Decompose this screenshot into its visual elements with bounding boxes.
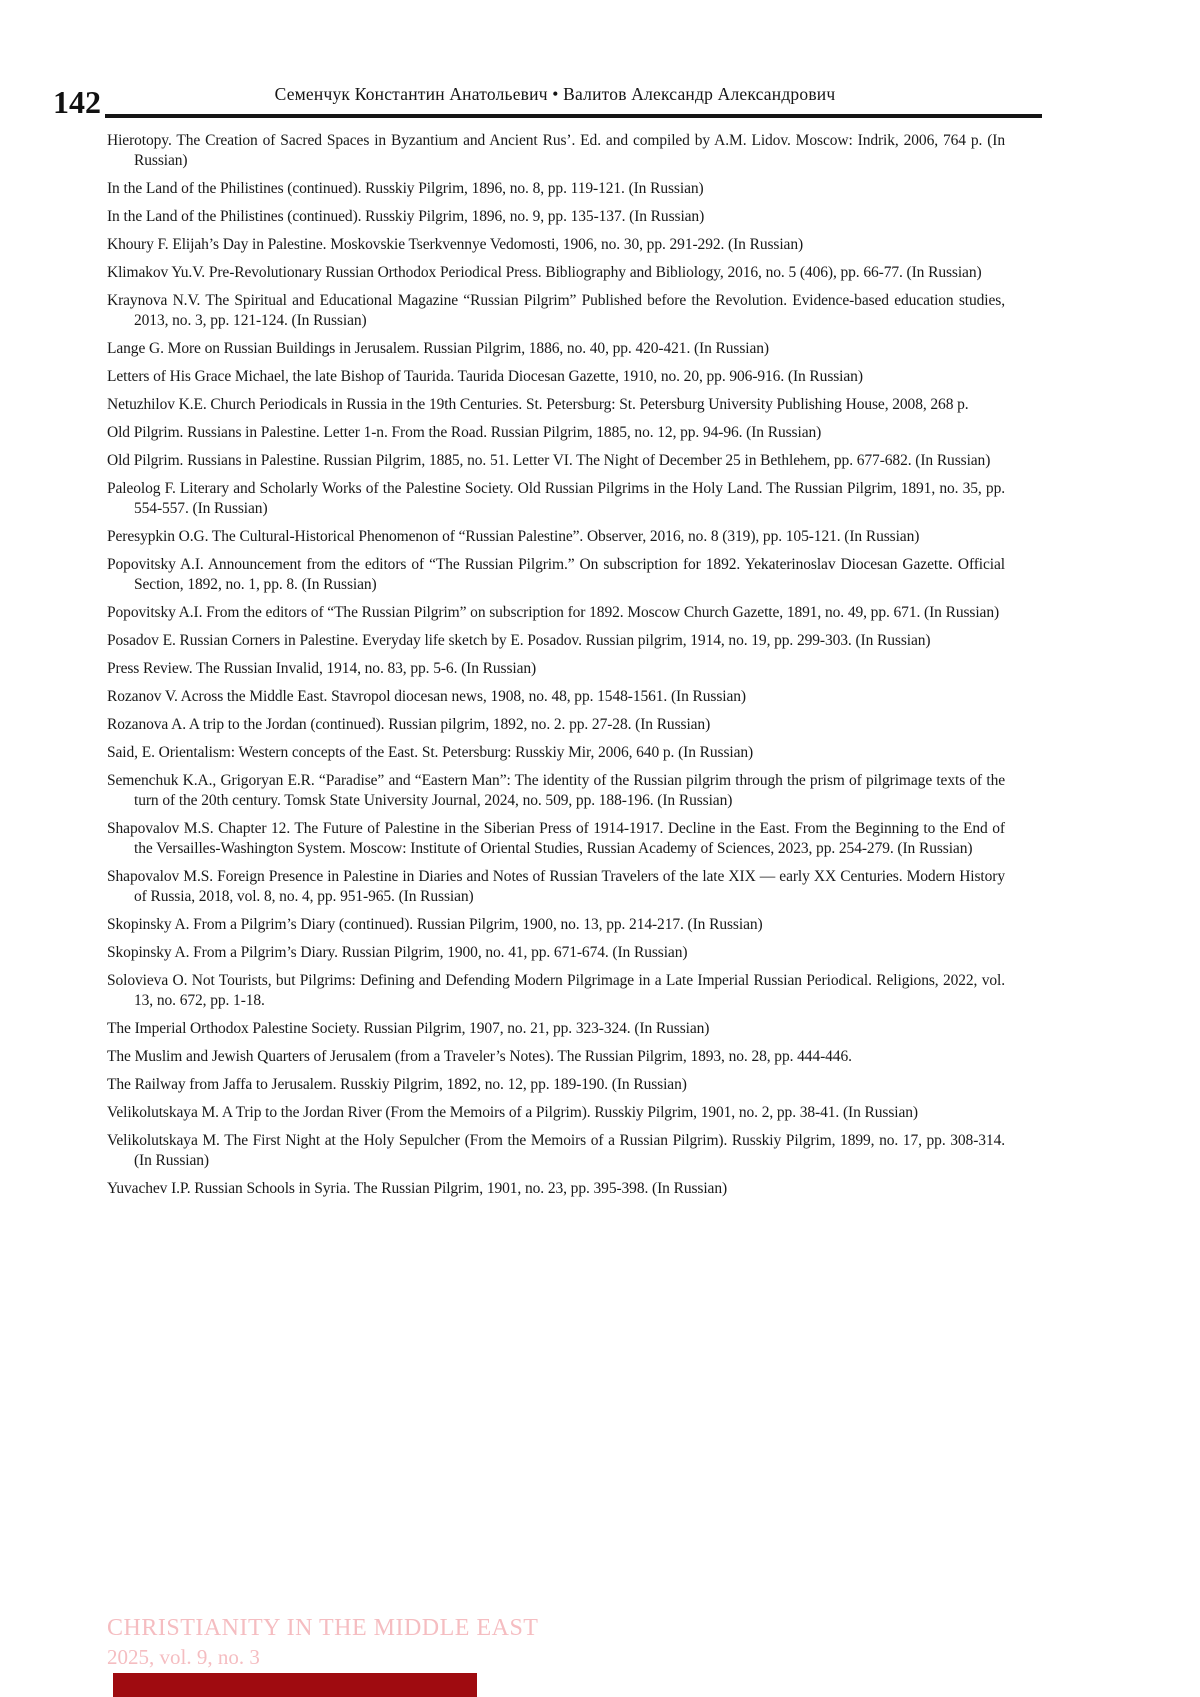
footer-bar — [113, 1673, 477, 1697]
reference-entry: Press Review. The Russian Invalid, 1914, no. 83, pp. 5-6. (In Russian) — [107, 660, 537, 677]
reference-entry: Solovieva O. Not Tourists, but Pilgrims: Defining and Defending Modern Pilgrimage in a Late Imperial Russian Periodical. Religions, 2022, vol. 13, no. 672, pp. 1-18. — [107, 972, 1005, 1009]
reference-entry: Khoury F. Elijah’s Day in Palestine. Moskovskie Tserkvennye Vedomosti, 1906, no. 30, pp. 291-292. (In Russian) — [107, 236, 804, 253]
reference-entry: Yuvachev I.P. Russian Schools in Syria. The Russian Pilgrim, 1901, no. 23, pp. 395-398. (In Russian) — [107, 1180, 728, 1197]
reference-entry: Kraynova N.V. The Spiritual and Educational Magazine “Russian Pilgrim” Published before the Revolution. Evidence-based education studies, 2013, no. 3, pp. 121-124. (In Russian) — [107, 292, 1005, 329]
issue-line: 2025, vol. 9, no. 3 — [107, 1645, 260, 1669]
reference-entry: Popovitsky A.I. Announcement from the editors of “The Russian Pilgrim.” On subscription for 1892. Yekaterinoslav Diocesan Gazette. Official Section, 1892, no. 1, pp. 8. (In Russian) — [107, 556, 1005, 593]
reference-entry: Letters of His Grace Michael, the late Bishop of Taurida. Taurida Diocesan Gazette, 1910, no. 20, pp. 906-916. (In Russian) — [107, 368, 863, 385]
reference-entry: Skopinsky A. From a Pilgrim’s Diary. Russian Pilgrim, 1900, no. 41, pp. 671-674. (In Russian) — [107, 944, 688, 961]
reference-entry: Shapovalov M.S. Foreign Presence in Palestine in Diaries and Notes of Russian Travelers of the late XIX — early XX Centuries. Modern History of Russia, 2018, vol. 8, no. 4, pp. 951-965. (In Russian) — [107, 868, 1005, 905]
reference-entry: Rozanova A. A trip to the Jordan (continued). Russian pilgrim, 1892, no. 2. pp. 27-28. (In Russian) — [107, 716, 711, 733]
reference-entry: Velikolutskaya M. The First Night at the Holy Sepulcher (From the Memoirs of a Russian Pilgrim). Russkiy Pilgrim, 1899, no. 17, pp. 308-314. (In Russian) — [107, 1132, 1005, 1169]
running-title: Семенчук Константин Анатольевич • Валитов Александр Александрович — [274, 84, 836, 104]
reference-entry: Rozanov V. Across the Middle East. Stavropol diocesan news, 1908, no. 48, pp. 1548-1561. (In Russian) — [107, 688, 746, 705]
reference-entry: Old Pilgrim. Russians in Palestine. Russian Pilgrim, 1885, no. 51. Letter VI. The Night of December 25 in Bethlehem, pp. 677-682. (In Russian) — [107, 452, 991, 469]
reference-entry: Peresypkin O.G. The Cultural-Historical Phenomenon of “Russian Palestine”. Observer, 2016, no. 8 (319), pp. 105-121. (In Russian) — [107, 528, 920, 545]
reference-entry: In the Land of the Philistines (continued). Russkiy Pilgrim, 1896, no. 9, pp. 135-137. (In Russian) — [107, 208, 705, 225]
reference-entry: The Imperial Orthodox Palestine Society. Russian Pilgrim, 1907, no. 21, pp. 323-324. (In Russian) — [107, 1020, 710, 1037]
reference-entry: Popovitsky A.I. From the editors of “The Russian Pilgrim” on subscription for 1892. Moscow Church Gazette, 1891, no. 49, pp. 671. (In Russian) — [107, 604, 1000, 621]
reference-entry: Semenchuk K.A., Grigoryan E.R. “Paradise” and “Eastern Man”: The identity of the Russian pilgrim through the prism of pilgrimage texts of the turn of the 20th century. Tomsk State University Journal, 2024, no. 509, pp. 188-196. (In Russian) — [107, 772, 1005, 809]
reference-entry: Velikolutskaya M. A Trip to the Jordan River (From the Memoirs of a Pilgrim). Russkiy Pilgrim, 1901, no. 2, pp. 38-41. (In Russian) — [107, 1104, 918, 1121]
reference-entry: The Railway from Jaffa to Jerusalem. Russkiy Pilgrim, 1892, no. 12, pp. 189-190. (In Russian) — [107, 1076, 687, 1093]
reference-entry: Shapovalov M.S. Chapter 12. The Future of Palestine in the Siberian Press of 1914-1917. Decline in the East. From the Beginning to the End of the Versailles-Washington System. Moscow: Institute of Oriental Studies, Russian Academy of Sciences, 2023, pp. 254-279. (In Russian) — [107, 820, 1005, 857]
reference-entry: Posadov E. Russian Corners in Palestine. Everyday life sketch by E. Posadov. Russian pilgrim, 1914, no. 19, pp. 299-303. (In Russian) — [107, 632, 931, 649]
header-rule — [105, 114, 1042, 118]
reference-entry: Hierotopy. The Creation of Sacred Spaces in Byzantium and Ancient Rus’. Ed. and compiled by A.M. Lidov. Moscow: Indrik, 2006, 764 p. (In Russian) — [107, 132, 1005, 169]
reference-entry: Said, E. Orientalism: Western concepts of the East. St. Petersburg: Russkiy Mir, 2006, 640 p. (In Russian) — [107, 744, 754, 761]
reference-entry: Paleolog F. Literary and Scholarly Works of the Palestine Society. Old Russian Pilgrims in the Holy Land. The Russian Pilgrim, 1891, no. 35, pp. 554-557. (In Russian) — [107, 480, 1005, 517]
reference-entry: Klimakov Yu.V. Pre-Revolutionary Russian Orthodox Periodical Press. Bibliography and Bibliology, 2016, no. 5 (406), pp. 66-77. (In Russian) — [107, 264, 982, 281]
reference-list — [107, 131, 1005, 1207]
reference-entry: Lange G. More on Russian Buildings in Jerusalem. Russian Pilgrim, 1886, no. 40, pp. 420-421. (In Russian) — [107, 340, 769, 357]
reference-entry: Old Pilgrim. Russians in Palestine. Letter 1-n. From the Road. Russian Pilgrim, 1885, no. 12, pp. 94-96. (In Russian) — [107, 424, 822, 441]
reference-entry: Netuzhilov K.E. Church Periodicals in Russia in the 19th Centuries. St. Petersburg: St. Petersburg University Publishing House, 2008, 268 p. — [107, 396, 969, 413]
reference-entry: In the Land of the Philistines (continued). Russkiy Pilgrim, 1896, no. 8, pp. 119-121. (In Russian) — [107, 180, 704, 197]
journal-title: CHRISTIANITY IN THE MIDDLE EAST — [107, 1615, 539, 1641]
page-number: 142 — [53, 84, 101, 120]
reference-entry: The Muslim and Jewish Quarters of Jerusalem (from a Traveler’s Notes). The Russian Pilgrim, 1893, no. 28, pp. 444-446. — [107, 1048, 852, 1065]
reference-entry: Skopinsky A. From a Pilgrim’s Diary (continued). Russian Pilgrim, 1900, no. 13, pp. 214-217. (In Russian) — [107, 916, 763, 933]
